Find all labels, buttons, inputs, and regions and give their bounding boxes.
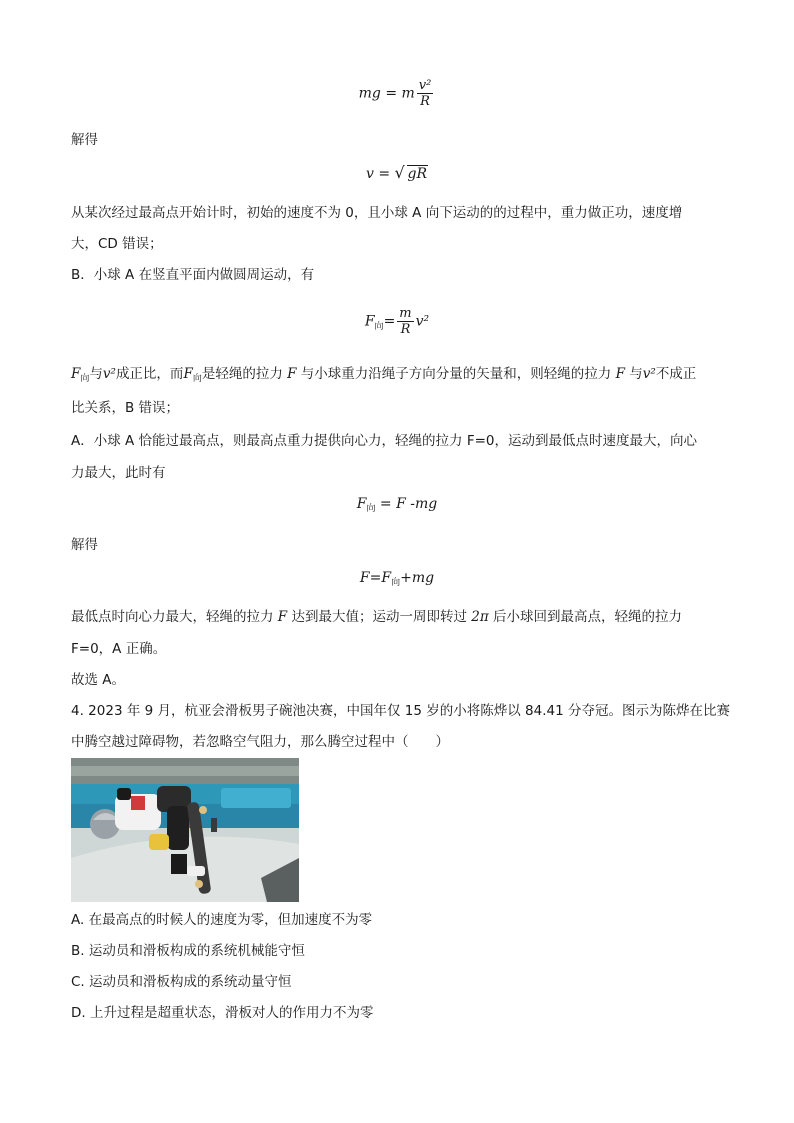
- paragraph-text: F=0，A 正确。: [71, 641, 167, 657]
- equation-tension: $F=F_向+mg$: [359, 570, 435, 588]
- paragraph-text: 大，CD 错误；: [71, 236, 163, 252]
- equation-centripetal: mg = m $\frac{\text{v²}}{R}$: [358, 78, 432, 109]
- answer-text: 故选 A。: [71, 672, 126, 688]
- paragraph-text: 最低点时向心力最大，轻绳的拉力 F 达到最大值；运动一周即转过 2π 后小球回到最高点，轻绳的拉力: [71, 609, 683, 625]
- paragraph-text: 比关系，B 错误；: [71, 400, 180, 416]
- skateboarder-photo: [71, 758, 299, 902]
- equation-centripetal-force: $F_向=$ $\frac{m}{R}$ v²: [364, 306, 430, 337]
- question-text: 4. 2023 年 9 月，杭亚会滑板男子碗池决赛，中国年仅 15 岁的小将陈烨以 84.41 分夺冠。图示为陈烨在比赛: [71, 703, 730, 719]
- option-c: C. 运动员和滑板构成的系统动量守恒: [71, 974, 292, 990]
- solve-label: 解得: [71, 537, 98, 553]
- paragraph-text: A．小球 A 恰能过最高点，则最高点重力提供向心力，轻绳的拉力 F=0，运动到最低点时速度最大，向心: [71, 433, 698, 449]
- equation-net-force: $F_向 = F$ -mg: [356, 496, 438, 514]
- paragraph-text: 力最大，此时有: [71, 465, 166, 481]
- option-a: A. 在最高点的时候人的速度为零，但加速度不为零: [71, 912, 373, 928]
- option-b: B. 运动员和滑板构成的系统机械能守恒: [71, 943, 305, 959]
- option-d: D. 上升过程是超重状态，滑板对人的作用力不为零: [71, 1005, 374, 1021]
- question-text: 中腾空越过障碍物，若忽略空气阻力，那么腾空过程中（ ）: [71, 734, 449, 750]
- equation-speed: v = √ gR: [365, 163, 428, 182]
- paragraph-text: 从某次经过最高点开始计时，初始的速度不为 0，且小球 A 向下运动的的过程中，重力做正功，速度增: [71, 205, 683, 221]
- paragraph-text: $F_向$与v²成正比，而$F_向$是轻绳的拉力 F 与小球重力沿绳子方向分量的矢量和，则轻绳的拉力 F 与v²不成正: [71, 366, 697, 384]
- solve-label: 解得: [71, 132, 98, 148]
- paragraph-text: B．小球 A 在竖直平面内做圆周运动，有: [71, 267, 315, 283]
